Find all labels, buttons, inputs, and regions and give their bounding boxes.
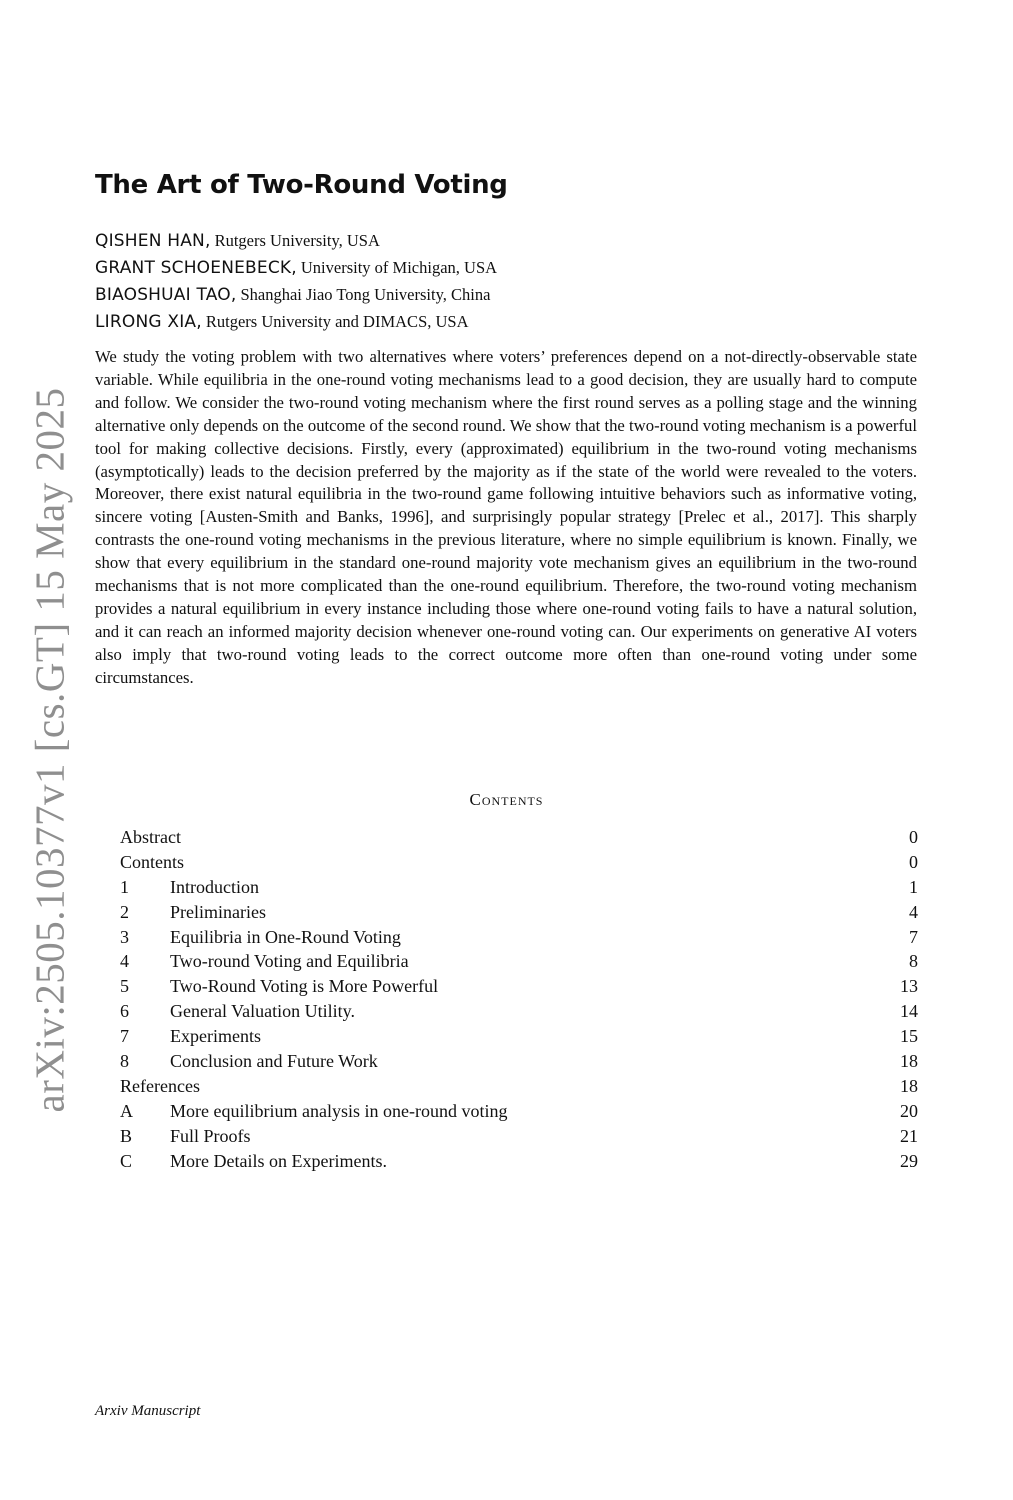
toc-entry[interactable] <box>120 850 918 875</box>
toc-entry[interactable] <box>120 1149 918 1174</box>
toc-entry-number: 7 <box>120 1026 129 1047</box>
toc-entry-title[interactable]: Experiments <box>170 1026 261 1047</box>
toc-entry-title[interactable]: Conclusion and Future Work <box>170 1051 378 1072</box>
toc-entry-page[interactable]: 18 <box>900 1051 918 1072</box>
author-name: LIRONG XIA, <box>95 312 202 332</box>
toc-entry-title[interactable]: General Valuation Utility. <box>170 1001 355 1022</box>
toc-entry-page[interactable]: 15 <box>900 1026 918 1047</box>
toc-entry-number: 8 <box>120 1051 129 1072</box>
toc-entry-number: 1 <box>120 876 129 897</box>
footer-venue: Arxiv Manuscript <box>95 1403 201 1419</box>
toc-entry-page[interactable]: 21 <box>900 1125 918 1146</box>
toc-entry-title[interactable]: Preliminaries <box>170 901 266 922</box>
toc-entry-title[interactable]: Introduction <box>170 876 259 897</box>
toc-entry-page[interactable]: 14 <box>900 1001 918 1022</box>
toc-entry-page[interactable]: 18 <box>900 1075 918 1096</box>
table-of-contents <box>120 825 918 1173</box>
toc-entry-title[interactable]: Two-Round Voting is More Powerful <box>170 976 439 997</box>
toc-entry-title[interactable]: References <box>120 1075 200 1096</box>
toc-entry-title[interactable]: Full Proofs <box>170 1125 251 1146</box>
author-list <box>95 227 497 335</box>
toc-entry[interactable] <box>120 1099 918 1124</box>
author-name: QISHEN HAN, <box>95 231 211 251</box>
toc-entry[interactable] <box>120 1124 918 1149</box>
toc-entry-number: 4 <box>120 951 129 972</box>
author-name: BIAOSHUAI TAO, <box>95 285 237 305</box>
author-entry <box>95 308 497 335</box>
toc-entry-title[interactable]: More equilibrium analysis in one-round voting <box>170 1100 508 1121</box>
author-affiliation: Rutgers University, USA <box>214 231 380 250</box>
author-affiliation: Shanghai Jiao Tong University, China <box>240 285 491 304</box>
author-entry <box>95 254 497 281</box>
abstract-text: We study the voting problem with two alternatives where voters’ preferences depend on a not-directly-observable state variable. While equilibria in the one-round voting mechanisms lead to a good decision, they are usually hard to compute and follow. We consider the two-round voting mechanism where the first round serves as a polling stage and the winning alternative only depends on the outcome of the second round. We show that the two-round voting mechanism is a powerful tool for making collective decisions. Firstly, every (approximated) equilibrium in the two-round voting mechanisms (asymptotically) leads to the decision preferred by the majority as if the state of the world were revealed to the voters. Moreover, there exist natural equilibria in the two-round game following intuitive behaviors such as informative voting, sincere voting [Austen-Smith and Banks, 1996], and surprisingly popular strategy [Prelec et al., 2017]. This sharply contrasts the one-round voting mechanisms in the previous literature, where no simple equilibrium is known. Finally, we show that every equilibrium in the standard one-round majority vote mechanism gives an equilibrium in the two-round mechanisms that is not more complicated than the one-round equilibrium. Therefore, the two-round voting mechanism provides a natural equilibrium in every instance including those where one-round voting fails to have a natural solution, and it can reach an informed majority decision whenever one-round voting can. Our experiments on generative AI voters also imply that two-round voting leads to the correct outcome more often than one-round voting under some circumstances. <box>95 347 917 687</box>
toc-entry-number: 5 <box>120 976 129 997</box>
toc-entry[interactable] <box>120 875 918 900</box>
toc-entry-page[interactable]: 0 <box>909 827 918 847</box>
toc-entry-page[interactable]: 4 <box>909 901 918 922</box>
toc-entry-page[interactable]: 0 <box>909 851 918 872</box>
toc-entry-page[interactable]: 1 <box>909 876 918 897</box>
toc-entry-title[interactable]: Abstract <box>120 827 181 847</box>
toc-entry-title[interactable]: Equilibria in One-Round Voting <box>170 926 401 947</box>
toc-entry-number: A <box>120 1100 133 1121</box>
author-affiliation: Rutgers University and DIMACS, USA <box>205 312 469 331</box>
toc-entry[interactable] <box>120 974 918 999</box>
toc-entry-number: C <box>120 1150 133 1171</box>
toc-entry-page[interactable]: 29 <box>900 1150 918 1171</box>
toc-entry[interactable] <box>120 1074 918 1099</box>
toc-entry[interactable] <box>120 900 918 925</box>
toc-entry-title[interactable]: Two-round Voting and Equilibria <box>170 951 409 972</box>
toc-entry[interactable] <box>120 825 918 850</box>
author-name: GRANT SCHOENEBECK, <box>95 258 297 278</box>
arxiv-identifier-text: arXiv:2505.10377v1 [cs.GT] 15 May 2025 <box>26 387 73 1113</box>
toc-entry[interactable] <box>120 925 918 950</box>
toc-entry-page[interactable]: 7 <box>909 926 918 947</box>
toc-entry-title[interactable]: More Details on Experiments. <box>170 1150 387 1171</box>
toc-entry-page[interactable]: 20 <box>900 1100 918 1121</box>
toc-entry[interactable] <box>120 999 918 1024</box>
toc-entry-page[interactable]: 8 <box>909 951 918 972</box>
paper-title: The Art of Two-Round Voting <box>95 170 508 200</box>
toc-entry-number: B <box>120 1125 133 1146</box>
toc-entry[interactable] <box>120 1024 918 1049</box>
toc-entry[interactable] <box>120 949 918 974</box>
author-entry <box>95 227 497 254</box>
toc-entry-number: 2 <box>120 901 129 922</box>
toc-entry[interactable] <box>120 1049 918 1074</box>
author-entry <box>95 281 497 308</box>
toc-heading: Contents <box>469 790 544 809</box>
arxiv-identifier-stamp <box>25 382 73 1118</box>
toc-entry-number: 3 <box>120 926 129 947</box>
toc-entry-number: 6 <box>120 1001 129 1022</box>
author-affiliation: University of Michigan, USA <box>300 258 498 277</box>
toc-entry-page[interactable]: 13 <box>900 976 918 997</box>
toc-entry-title[interactable]: Contents <box>120 851 185 872</box>
